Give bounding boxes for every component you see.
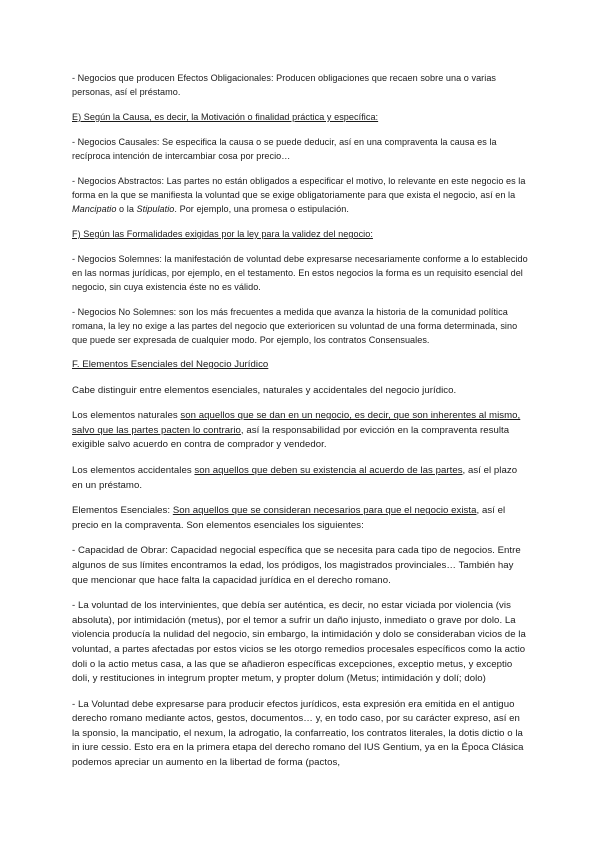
text-run: Los elementos naturales [72, 410, 181, 422]
underlined-definition: son aquellos que se dan en un negocio, es decir, que son inherentes al mismo, salvo que las partes pacten lo contrario [72, 410, 521, 436]
paragraph-negocios-solemnes: - Negocios Solemnes: la manifestación de voluntad debe expresarse necesariamente conforme a lo establecido en las normas jurídicas, por ejemplo, en el testamento. En estos negocios la forma es un requisito esencial del negocio, sin cuya existencia éste no es válido. [72, 254, 528, 292]
paragraph-elementos-naturales [72, 409, 530, 453]
paragraph-negocios-causales: - Negocios Causales: Se especifica la causa o se puede deducir, así en una compraventa la causa es la recíproca intención de intercambiar cosa por precio… [72, 137, 497, 161]
paragraph-elementos-accidentales [72, 464, 530, 493]
text-run: , así el precio en la compraventa. Son elementos esenciales los siguientes: [72, 505, 506, 531]
text-run: - Negocios Abstractos: Las partes no están obligados a especificar el motivo, lo relevante en este negocio es la forma en la que se manifiesta la voluntad que se exige obligatoriamente para que exista el negocio, así en la [72, 176, 526, 200]
heading-segun-formalidades: F) Según las Formalidades exigidas por la ley para la validez del negocio: [72, 229, 373, 239]
paragraph-capacidad-de-obrar: - Capacidad de Obrar: Capacidad negocial específica que se necesita para cada tipo de negocios. Entre algunos de sus límites encontramos la edad, los pródigos, los magistrados provinciales… También hay que mencionar que hace falta la capacidad jurídica en el derecho romano. [72, 545, 521, 586]
term-stipulatio: Stipulatio [136, 204, 175, 214]
paragraph-negocios-no-solemnes: - Negocios No Solemnes: son los más frecuentes a medida que avanza la historia de la comunidad política romana, la ley no exige a las partes del negocio que exterioricen su voluntad de una forma determinada, sino que puede ser expresada de cualquier modo. Por ejemplo, los contratos Consensuales. [72, 307, 518, 345]
underlined-definition: son aquellos que deben su existencia al acuerdo de las partes [194, 464, 463, 476]
paragraph-cabe-distinguir: Cabe distinguir entre elementos esenciales, naturales y accidentales del negocio jurídico. [72, 384, 457, 396]
text-run: o la [116, 204, 137, 214]
text-run: , así la responsabilidad por evicción en la compraventa resulta exigible salvo acuerdo en contra de comprador y vendedor. [72, 424, 510, 451]
paragraph-voluntad-intervinientes: - La voluntad de los intervinientes, que debía ser auténtica, es decir, no estar viciada por violencia (vis absoluta), por intimidación (metus), por el temor a sufrir un daño injusto, inmediato o grave por dolo. La violencia producía la nulidad del negocio, sin embargo, la intimidación y dolo se consideraban vicios de la voluntad, a partes afectadas por estos vicios se les otorgo remedios procesales específicos como la actio doli o la actio metus casa, a las que se añadieron específicas excepciones, exceptio metus, y exceptio doli, y restituciones in integrum propter metum, y propter dolum (Metus; intimidación y dolí; dolo) [72, 600, 526, 685]
paragraph-voluntad-expresion: - La Voluntad debe expresarse para producir efectos jurídicos, esta expresión era emitida en el antiguo derecho romano mediante actos, gestos, documentos… y, en todo caso, por su carácter expreso, así en la sponsio, la mancipatio, el nexum, la adrogatio, la confarreatio, los contratos literales, la dotis dictio o la in iure cessio. Esto era en la primera etapa del derecho romano del IUS Gentium, ya en la Época Clásica podemos apreciar un aumento en la libertad de forma (pactos, [72, 698, 524, 769]
text-run: Los elementos accidentales [72, 464, 195, 476]
heading-elementos-esenciales: F. Elementos Esenciales del Negocio Jurídico [72, 359, 269, 370]
text-run: , así el plazo en un préstamo. [72, 464, 518, 491]
underlined-definition: Son aquellos que se consideran necesarios para que el negocio exista [172, 505, 477, 517]
term-mancipatio: Mancipatio [72, 204, 117, 214]
paragraph-negocios-abstractos [72, 174, 530, 216]
paragraph-elementos-esenciales [72, 504, 530, 533]
text-run: Elementos Esenciales: [72, 505, 173, 517]
heading-segun-causa: E) Según la Causa, es decir, la Motivación o finalidad práctica y específica: [72, 112, 379, 122]
document-body [72, 71, 530, 782]
text-run: . Por ejemplo, una promesa o estipulación. [174, 204, 349, 214]
paragraph-efectos-obligacionales: - Negocios que producen Efectos Obligacionales: Producen obligaciones que recaen sobre una o varias personas, así el préstamo. [72, 73, 497, 97]
